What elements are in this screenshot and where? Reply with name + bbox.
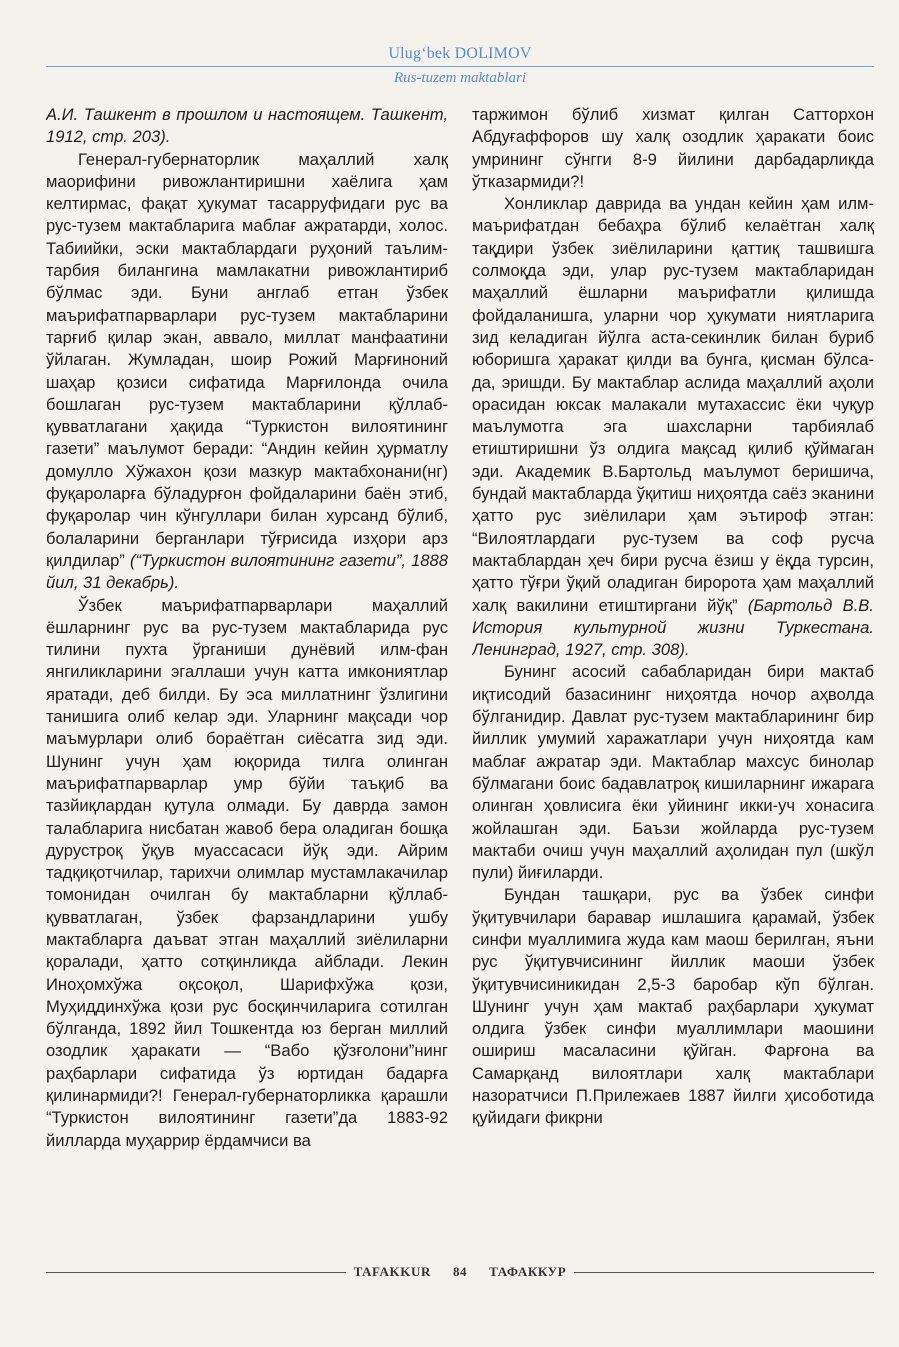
running-footer	[46, 1262, 874, 1282]
paragraph: Ўзбек маърифатпарварлари маҳаллий ёшларнинг рус ва рус-тузем мактабларида рус тилини пухта ўрганиши дунёвий илм-фан янгиликларини эгаллаши учун катта имкониятлар яратади, деб билди. Бу эса миллатнинг ўзлигини танишига олиб келар эди. Уларнинг мақсади чор маъмурлари олиб бораётган сиёсатга зид эди. Шунинг учун ҳам юқорида тилга олинган маърифатпарварлар умр бўйи таъқиб ва тазйиқлардан қутула олмади. Бу даврда замон талабларига нисбатан жавоб бера оладиган бошқа дурустроқ ўқув муассасаси йўқ эди. Айрим тадқиқотчилар, тарихчи олимлар мустамлакачилар томонидан очилган бу мактабларни қўллаб-қувватлаган, ўзбек фарзандларини ушбу мактабларга даъват этган маҳаллий зиёлиларни қоралади, ҳатто сотқинликда айблади. Лекин Иноҳомхўжа оқсоқол, Шарифхўжа қози, Муҳиддинхўжа қози рус босқинчиларига сотилган бўлганда, 1892 йил Тошкентда юз берган миллий озодлик ҳаракати — “Вабо қўзғолони”нинг раҳбарлари сифатида ўз юртидан бадарға қилинармиди?! Генерал-губернаторликка қарашли “Туркистон вилоятининг газети”да 1883-92 йилларда муҳаррир ёрдамчиси ва	[46, 595, 448, 1150]
paragraph	[472, 193, 874, 661]
footer-journal-cyrillic: ТАФАККУР	[489, 1264, 567, 1279]
header-title: Rus-tuzem maktablari	[393, 70, 527, 86]
left-column	[46, 104, 448, 1234]
right-column	[472, 104, 874, 1234]
paragraph-text: Генерал-губернаторлик маҳаллий халқ маорифини ривожлантиришни хаёлига ҳам келтирмас, фақат ҳукумат тасарруфидаги рус ва рус-тузем мактабларига маблағ ажратарди, холос. Табиийки, эски мактаблардаги руҳоний таълим-тарбия билангина мамлакатни ривожлантириб бўлмас эди. Буни англаб етган ўзбек маърифатпарварлари рус-тузем мактабларини тарғиб қилар экан, аввало, миллат манфаатини ўйлаган. Жумладан, шоир Рожий Марғиноний шаҳар қозиси сифатида Марғилонда очила бошлаган рус-тузем мактабларини қўллаб-қувватлагани ҳақида “Туркистон вилоятининг газети” маълумот беради: “Андин кейин ҳурматлу домулло Хўжахон қози мазкур мактабхонани(нг) фуқароларға бўладурғон фойдаларини баён этиб, фуқаролар чин кўнгуллари билан хурсанд бўлиб, болаларини берганлари тўғрисида изҳори арз қилдилар”	[46, 149, 448, 570]
article-body	[46, 104, 874, 1234]
footer-rule-right	[574, 1272, 874, 1273]
footer-journal-latin: TAFAKKUR	[353, 1264, 431, 1279]
footer-rule-left	[46, 1272, 346, 1273]
header-author: Ulug‘bek DOLIMOV	[388, 45, 532, 62]
running-header	[46, 44, 874, 87]
paragraph-continued: таржимон бўлиб хизмат қилган Сатторхон Абдуғаффоров шу халқ озодлик ҳаракати боис умрининг сўнгги 8-9 йилини дарбадарликда ўтказармиди?!	[472, 105, 874, 191]
citation: (“Туркистон вилоятининг газети”, 1888 йил, 31 декабрь).	[46, 550, 448, 593]
citation: (Бартольд В.В. История культурной жизни Туркестана. Ленинград, 1927, стр. 308).	[472, 595, 874, 660]
paragraph: Бунинг асосий сабабларидан бири мактаб иқтисодий базасининг ниҳоятда ночор аҳволда бўлганидир. Давлат рус-тузем мактабларининг бир йиллик умумий харажатлари учун ниҳоятда кам маблағ ажратар эди. Мактаблар махсус бинолар бўлмагани боис бадавлатроқ кишиларнинг ижарага олинган ҳовлисига ёки уйининг икки-уч хонасига жойлашган эди. Баъзи жойларда рус-тузем мактаби очиш учун маҳаллий аҳолидан пул (шкўл пули) йиғиларди.	[472, 662, 874, 883]
header-rule	[46, 66, 874, 67]
paragraph: Бундан ташқари, рус ва ўзбек синфи ўқитувчилари баравар ишлашига қарамай, ўзбек синфи муаллимига жуда кам маош берилган, яъни рус ўқитувчисининг йиллик маоши ўзбек ўқитувчисиникидан 2,5-3 баробар кўп бўлган. Шунинг учун ҳам мактаб раҳбарлари ҳукумат олдига ўзбек синфи муаллимлари маошини ошириш масаласини қўйган. Фарғона ва Самарқанд вилоятлари халқ мактаблари назоратчиси П.Прилежаев 1887 йилги ҳисоботида қуйидаги фикрни	[472, 885, 874, 1128]
citation: А.И. Ташкент в прошлом и настоящем. Ташкент, 1912, стр. 203).	[46, 105, 448, 147]
paragraph	[46, 149, 448, 595]
paragraph-text: Хонликлар даврида ва ундан кейин ҳам илм-маърифатдан бебаҳра бўлиб келаётган халқ тақдири ўзбек зиёлиларини қаттиқ ташвишга солмоқда эди, улар рус-тузем мактабларидан маҳаллий ёшларни маърифатли қилишда фойдаланишга, уларни чор ҳукумати ниятларига зид келадиган йўлга аста-секинлик билан буриб юборишга ҳаракат қилди ва бунга, қисман бўлса-да, эришди. Бу мактаблар аслида маҳаллий аҳоли орасидан юксак малакали мутахассис ёки чуқур маълумотга эга шахсларни тарбиялаб етиштиришни ўз олдига мақсад қилиб қўймаган эди. Академик В.Бартольд маълумот беришича, бундай мактабларда ўқитиш ниҳоятда саёз эканини ҳатто рус зиёлилари ҳам эътироф этган: “Вилоятлардаги рус-тузем ва соф русча мактаблардан ҳеч бири русча ёзиш у ёқда турсин, ҳатто тўғри ўқий оладиган биророта ҳам маҳаллий халқ вакилини етиштиргани йўқ”	[472, 194, 874, 615]
page-number: 84	[452, 1264, 468, 1279]
